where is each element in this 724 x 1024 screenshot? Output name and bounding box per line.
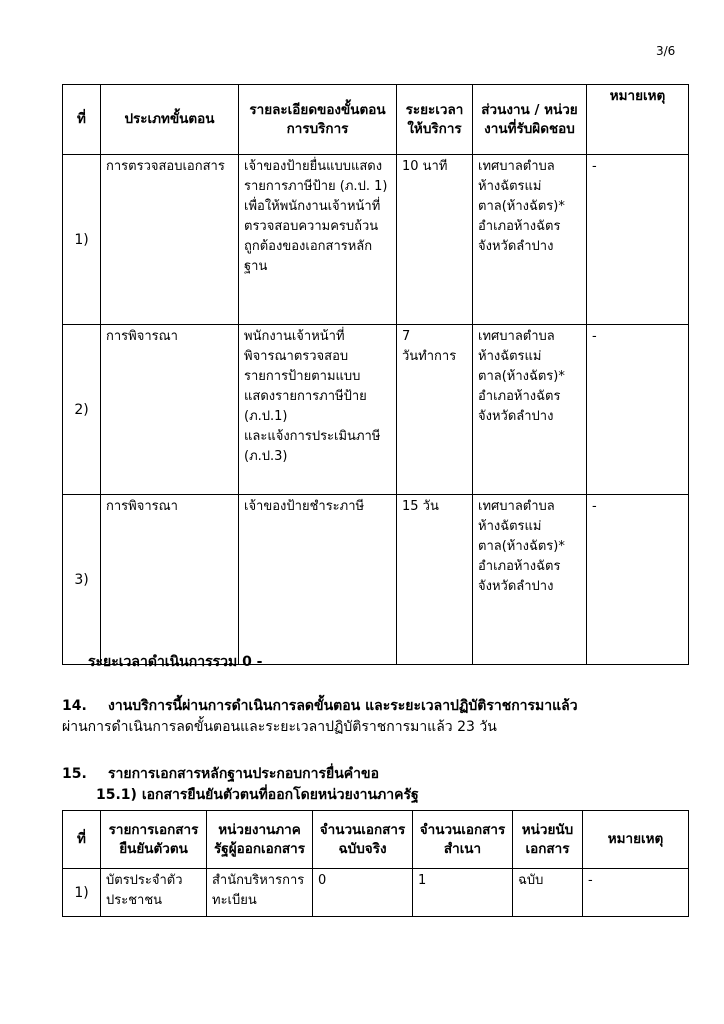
document-note: -	[583, 869, 689, 917]
step-agency: เทศบาลตำบลห้างฉัตรแม่ตาล(ห้างฉัตร)* อำเภอห้างฉัตรจังหวัดลำปาง	[473, 325, 587, 495]
original-count: 0	[313, 869, 413, 917]
table-row	[63, 495, 689, 665]
header-note: หมายเหตุ	[587, 85, 689, 155]
row-number: 1)	[63, 869, 101, 917]
header-duration: ระยะเวลาให้บริการ	[397, 85, 473, 155]
step-note: -	[587, 495, 689, 665]
row-number: 3)	[63, 495, 101, 665]
step-duration: 7 วันทำการ	[397, 325, 473, 495]
step-detail: เจ้าของป้ายชำระภาษี	[239, 495, 397, 665]
header-note: หมายเหตุ	[583, 811, 689, 869]
header-issuing-agency: หน่วยงานภาครัฐผู้ออกเอกสาร	[207, 811, 313, 869]
row-number: 1)	[63, 155, 101, 325]
document-name: บัตรประจำตัวประชาชน	[101, 869, 207, 917]
issuing-agency: สำนักบริหารการทะเบียน	[207, 869, 313, 917]
copy-count: 1	[413, 869, 513, 917]
table-row	[63, 325, 689, 495]
step-duration: 15 วัน	[397, 495, 473, 665]
step-type: การตรวจสอบเอกสาร	[101, 155, 239, 325]
service-steps-table	[62, 84, 689, 665]
section-14-text: ผ่านการดำเนินการลดขั้นตอนและระยะเวลาปฏิบัติราชการมาแล้ว 23 วัน	[62, 719, 497, 735]
step-type: การพิจารณา	[101, 325, 239, 495]
section-15-subtitle: 15.1) เอกสารยืนยันตัวตนที่ออกโดยหน่วยงานภาครัฐ	[96, 787, 419, 803]
table-row	[63, 155, 689, 325]
header-step-detail: รายละเอียดของขั้นตอนการบริการ	[239, 85, 397, 155]
row-number: 2)	[63, 325, 101, 495]
header-no: ที่	[63, 811, 101, 869]
section-14-title: งานบริการนี้ผ่านการดำเนินการลดขั้นตอน และระยะเวลาปฏิบัติราชการมาแล้ว	[108, 698, 578, 714]
step-note: -	[587, 325, 689, 495]
header-copy-count: จำนวนเอกสารสำเนา	[413, 811, 513, 869]
header-document-name: รายการเอกสารยืนยันตัวตน	[101, 811, 207, 869]
table-header-row	[63, 811, 689, 869]
step-type: การพิจารณา	[101, 495, 239, 665]
step-detail: พนักงานเจ้าหน้าที่พิจารณาตรวจสอบรายการป้ายตามแบบแสดงรายการภาษีป้าย (ภ.ป.1) และแจ้งการประเมินภาษี (ภ.ป.3)	[239, 325, 397, 495]
header-unit: หน่วยนับเอกสาร	[513, 811, 583, 869]
page-number: 3/6	[656, 44, 676, 58]
table-header-row	[63, 85, 689, 155]
step-duration: 10 นาที	[397, 155, 473, 325]
section-15-title: รายการเอกสารหลักฐานประกอบการยื่นคำขอ	[108, 766, 380, 782]
section-15-number: 15.	[62, 766, 87, 782]
total-time: ระยะเวลาดำเนินการรวม 0 -	[88, 654, 263, 670]
identity-documents-table	[62, 810, 689, 917]
document-unit: ฉบับ	[513, 869, 583, 917]
header-agency: ส่วนงาน / หน่วยงานที่รับผิดชอบ	[473, 85, 587, 155]
section-14-number: 14.	[62, 698, 87, 714]
step-note: -	[587, 155, 689, 325]
step-detail: เจ้าของป้ายยื่นแบบแสดงรายการภาษีป้าย (ภ.ป. 1) เพื่อให้พนักงานเจ้าหน้าที่ตรวจสอบความครบถ้วนถูกต้องของเอกสารหลักฐาน	[239, 155, 397, 325]
header-no: ที่	[63, 85, 101, 155]
step-agency: เทศบาลตำบลห้างฉัตรแม่ตาล(ห้างฉัตร)* อำเภอห้างฉัตรจังหวัดลำปาง	[473, 495, 587, 665]
step-agency: เทศบาลตำบลห้างฉัตรแม่ตาล(ห้างฉัตร)* อำเภอห้างฉัตรจังหวัดลำปาง	[473, 155, 587, 325]
table-row	[63, 869, 689, 917]
header-original-count: จำนวนเอกสารฉบับจริง	[313, 811, 413, 869]
header-step-type: ประเภทขั้นตอน	[101, 85, 239, 155]
